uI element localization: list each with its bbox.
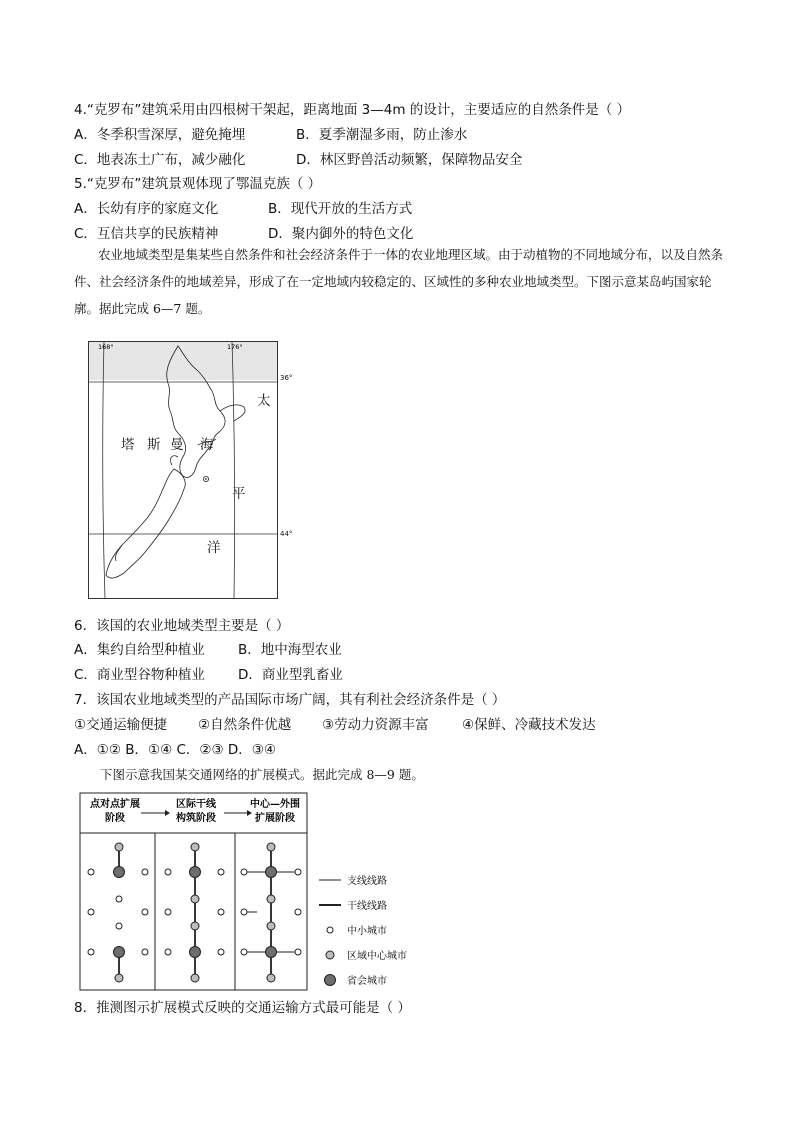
passage-transport: 下图示意我国某交通网络的扩展模式。据此完成 8—9 题。 (100, 767, 424, 782)
q7-options: A．①② B．①④ C．②③ D．③④ (74, 742, 277, 758)
legend-small-city-icon (327, 927, 333, 933)
p3-node-5 (295, 909, 301, 915)
q6-option-c: C．商业型谷物种植业 (74, 667, 205, 683)
legend-regional-city-icon (326, 951, 334, 959)
p3-node-11 (267, 974, 275, 982)
q5-option-b: B．现代开放的生活方式 (268, 201, 413, 217)
p2-node-4 (165, 909, 171, 915)
stage2-label-2: 构筑阶段 (176, 813, 216, 824)
q4-option-a: A．冬季积雪深厚，避免掩埋 (74, 127, 246, 143)
stage3-label-1: 中心—外围 (250, 799, 300, 810)
passage-agriculture (74, 241, 724, 322)
p1-node-1 (142, 869, 148, 875)
lon-label-176: 176° (227, 343, 243, 351)
q5-option-c: C．互信共享的民族精神 (74, 226, 219, 242)
sea-char-2: 斯 (147, 437, 161, 453)
p2-node-6 (191, 895, 199, 903)
p2-node-11 (191, 974, 199, 982)
p3-node-10 (266, 947, 277, 958)
p2-node-2 (191, 843, 199, 851)
q7-item-2: ②自然条件优越 (198, 717, 292, 733)
p2-node-10 (190, 947, 201, 958)
legend-branch-label: 支线线路 (347, 876, 387, 887)
sea-char-3: 曼 (170, 437, 184, 453)
p1-node-5 (142, 909, 148, 915)
p3-node-4 (241, 909, 247, 915)
ocean-char-2: 平 (232, 486, 246, 502)
stage3-label-2: 扩展阶段 (255, 813, 295, 824)
p1-node-4 (88, 909, 94, 915)
q5-option-d: D．聚内御外的特色文化 (268, 226, 414, 242)
q7-item-3: ③劳动力资源丰富 (322, 717, 429, 733)
p1-node-7 (116, 896, 122, 902)
lat-label-44: 44° (280, 530, 293, 538)
q4-option-d: D．林区野兽活动频繁，保障物品安全 (296, 152, 523, 168)
ocean-char-3: 洋 (207, 540, 221, 556)
stage2-label-1: 区际干线 (176, 799, 216, 810)
p2-node-7 (191, 922, 199, 930)
p3-node-1 (295, 869, 301, 875)
q4-option-b: B．夏季潮湿多雨，防止渗水 (296, 127, 468, 143)
legend-capital-city-label: 省会城市 (347, 976, 387, 987)
panels-frame (80, 833, 307, 990)
q7-item-1: ①交通运输便捷 (74, 717, 168, 733)
q6-option-b: B．地中海型农业 (238, 642, 342, 658)
sea-char-4: 海 (200, 437, 214, 453)
p1-node-11 (115, 974, 123, 982)
capital-city-dot (205, 478, 207, 480)
p1-node-10 (114, 947, 125, 958)
p3-node-8 (241, 949, 247, 955)
q7-item-4: ④保鲜、冷藏技术发达 (462, 717, 596, 733)
q5-stem: 5.“克罗布”建筑景观体现了鄂温克族（ ） (74, 176, 322, 192)
q7-stem: 7．该国农业地域类型的产品国际市场广阔，其有利社会经济条件是（ ） (74, 692, 506, 708)
p1-node-6 (116, 923, 122, 929)
p1-node-9 (142, 949, 148, 955)
legend-capital-city-icon (325, 975, 336, 986)
q4-stem: 4.“克罗布”建筑采用由四根树干架起，距离地面 3—4m 的设计，主要适应的自然条件是（ ） (74, 102, 631, 118)
p1-node-3 (114, 867, 125, 878)
q5-option-a: A．长幼有序的家庭文化 (74, 201, 219, 217)
q4-option-c: C．地表冻土广布，减少融化 (74, 152, 246, 168)
passage-agriculture-text: 农业地域类型是集某些自然条件和社会经济条件于一体的农业地理区域。由于动植物的不同地域分布，以及自然条件、社会经济条件的地域差异，形成了在一定地域内较稳定的、区域性的多种农业地域类型。下图示意某岛屿国家轮廓。据此完成 6—7 题。 (74, 247, 724, 316)
p2-node-0 (165, 869, 171, 875)
sea-char-1: 塔 (121, 437, 135, 453)
q6-stem: 6．该国的农业地域类型主要是（ ） (74, 618, 290, 634)
p3-node-9 (295, 949, 301, 955)
p2-node-1 (218, 869, 224, 875)
p3-node-6 (267, 895, 275, 903)
p2-node-9 (218, 949, 224, 955)
p2-node-3 (190, 867, 201, 878)
p2-node-5 (218, 909, 224, 915)
stage1-label-1: 点对点扩展 (90, 799, 140, 810)
p3-node-3 (266, 867, 277, 878)
legend-regional-city-label: 区域中心城市 (347, 951, 407, 962)
p3-node-2 (267, 843, 275, 851)
p2-node-8 (165, 949, 171, 955)
q6-option-a: A．集约自给型种植业 (74, 642, 205, 658)
ocean-char-1: 太 (257, 393, 271, 409)
island-country-map (88, 341, 278, 599)
stage1-label-2: 阶段 (105, 813, 125, 824)
transport-network-diagram (79, 792, 419, 992)
q8-stem: 8．推测图示扩展模式反映的交通运输方式最可能是（ ） (74, 1000, 411, 1016)
q6-option-d: D．商业型乳畜业 (238, 667, 343, 683)
p3-node-7 (267, 922, 275, 930)
legend-trunk-label: 干线线路 (347, 901, 387, 912)
legend-small-city-label: 中小城市 (347, 926, 387, 937)
lat-label-36: 36° (280, 374, 293, 382)
p1-node-0 (88, 869, 94, 875)
p1-node-2 (115, 843, 123, 851)
p1-node-8 (88, 949, 94, 955)
lon-label-168: 168° (98, 343, 114, 351)
p3-node-0 (241, 869, 247, 875)
